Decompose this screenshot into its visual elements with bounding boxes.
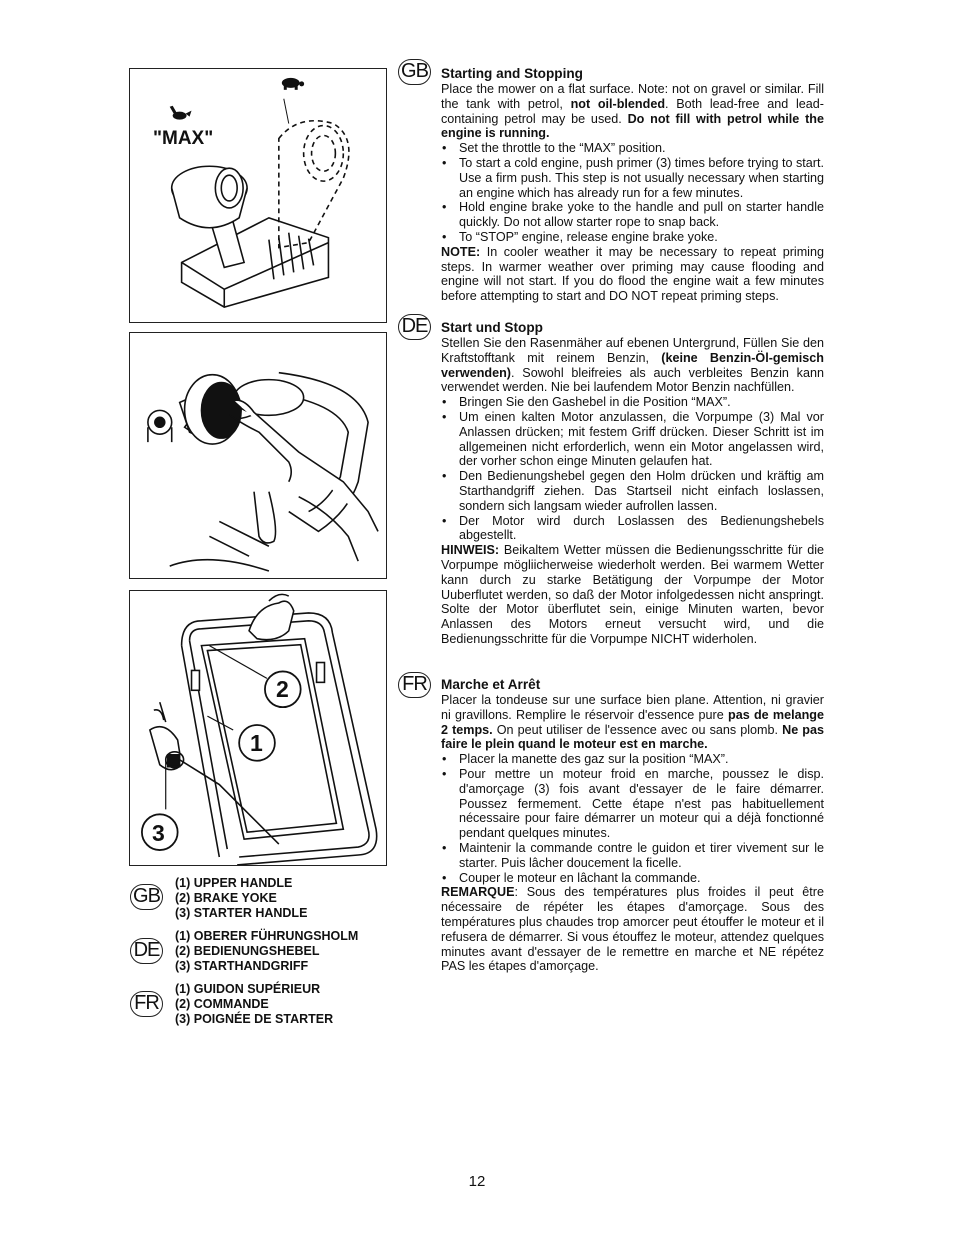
turtle-icon [282,78,304,90]
max-label: "MAX" [153,128,214,149]
section-note: NOTE: In cooler weather it may be necessary to repeat priming steps. In warmer weather over priming may cause flooding and engine will not start. If you do flood the engine wait a few minutes before attempting to start and DO NOT repeat priming steps. [441,244,824,304]
section-steps [441,752,824,885]
section-intro: Stellen Sie den Rasenmäher auf ebenen Untergrund, Füllen Sie den Kraftstofftank mit reinem Benzin, (keine Benzin-Öl-gemisch verwenden). Sowohl bleifreies als auch verbleites Benzin kann verwendet werden. Nie bei laufendem Motor Benzin nachfüllen. [441,336,824,395]
legend-line: (1) UPPER HANDLE [175,876,293,890]
list-item: • Couper le moteur en lâchant la commande. [441,871,824,886]
rabbit-icon [170,106,192,120]
list-item: • Bringen Sie den Gashebel in die Position “MAX”. [441,395,824,410]
list-item: • To start a cold engine, push primer (3) times before trying to start. Use a firm push. This step is not usually necessary when starting an engine which has already run for a few minutes. [441,156,824,200]
callout-2-label: 2 [276,676,289,702]
legend-line: (2) COMMANDE [175,997,269,1011]
section-gb [441,66,824,304]
section-intro: Place the mower on a flat surface. Note: not on gravel or similar. Fill the tank with petrol, not oil-blended. Both lead-free and lead-containing petrol may be used. Do not fill with petrol while the engine is running. [441,82,824,141]
list-item: • Set the throttle to the “MAX” position. [441,141,824,156]
legend-gb [175,876,307,921]
list-item: • To “STOP” engine, release engine brake yoke. [441,230,824,245]
section-title: Start und Stopp [441,320,543,335]
list-item: • Placer la manette des gaz sur la position “MAX”. [441,752,824,767]
section-note: HINWEIS: Beikaltem Wetter müssen die Bedienungsschritte für die Vorpumpe mögliicherweise wiederholt werden. Bei warmem Wetter kann durch zu starke Betätigung der Vorpumpe der Motor Uuberflutet werden, so daß der Motor infolgedessen nicht anspringt. Solte der Motor überflutet sein, einige Minuten warten, bevor Anlassen des Motors erneut versucht wird, und die Bedienungsschritte für die Vorpumpe NICHT widerholen. [441,543,824,646]
page-number: 12 [468,1173,486,1190]
list-item: • Maintenir la commande contre le guidon et tirer vivement sur le starter. Puis lâcher doucement la ficelle. [441,841,824,871]
legend-de-badge: DE [130,938,163,964]
legend-fr [175,982,333,1027]
legend-line: (1) GUIDON SUPÉRIEUR [175,982,321,996]
section-de-badge: DE [398,314,431,340]
throttle-illustration [130,69,386,322]
handle-figure [129,590,387,866]
list-item: • Pour mettre un moteur froid en marche, poussez le disp. d'amorçage (3) fois avant d'essayer de le faire démarrer. Poussez fermement. Cette étape n'est pas habituellement nécessaire pour faire démarrer un moteur qui a déjà fonctionné pendant quelques minutes. [441,767,824,841]
section-note: REMARQUE: Sous des températures plus froides il peut être nécessaire de répéter les étapes d'amorçage. Sous des températures plus chaudes trop amorcer peut étouffer le moteur et il refusera de démarrer. Si vous étouffez le moteur, attendez quelques minutes avant d'essayer de le remettre en marche et NE répétez PAS les étapes d'amorçage. [441,885,824,974]
section-steps [441,141,824,245]
handle-illustration [130,591,386,865]
legend-line: (1) OBERER FÜHRUNGSHOLM [175,929,359,943]
legend-de [175,929,358,974]
list-item: • Hold engine brake yoke to the handle and pull on starter handle quickly. Do not allow starter rope to snap back. [441,200,824,230]
legend-line: (2) BEDIENUNGSHEBEL [175,944,320,958]
throttle-figure [129,68,387,323]
section-title: Marche et Arrêt [441,677,541,692]
section-gb-badge: GB [398,59,431,85]
callout-1-label: 1 [250,730,263,756]
primer-illustration [130,333,386,578]
callout-3-label: 3 [152,820,165,846]
legend-gb-badge: GB [130,884,163,910]
legend-line: (2) BRAKE YOKE [175,891,277,905]
legend-line: (3) STARTHANDGRIFF [175,959,309,973]
list-item: • Um einen kalten Motor anzulassen, die Vorpumpe (3) Mal vor Anlassen drücken; mit festem Griff drücken. Dieser Schritt ist im allgemeinen nicht erforderlich, wenn ein Motor angelassen wird, der vorher schon einge Minuten gelaufen hat. [441,410,824,469]
section-intro: Placer la tondeuse sur une surface bien plane. Attention, ni gravier ni gravillons. Remplire le réservoir d'essence pure pas de melange 2 temps. On peut utiliser de l'essence avec ou sans plomb. Ne pas faire le plein quand le moteur est en marche. [441,693,825,752]
list-item: • Der Motor wird durch Loslassen des Bedienungshebels abgestellt. [441,514,824,544]
section-steps [441,395,824,543]
list-item: • Den Bedienungshebel gegen den Holm drücken und kräftig am Starthandgriff ziehen. Das Startseil nicht einfach loslassen, sondern sich langsam wieder aufrollen lassen. [441,469,824,513]
legend-line: (3) STARTER HANDLE [175,906,308,920]
section-fr [441,677,824,974]
legend-line: (3) POIGNÉE DE STARTER [175,1012,334,1026]
primer-figure [129,332,387,579]
section-de [441,320,824,647]
section-title: Starting and Stopping [441,66,583,81]
legend-fr-badge: FR [130,991,163,1017]
section-fr-badge: FR [398,672,431,698]
